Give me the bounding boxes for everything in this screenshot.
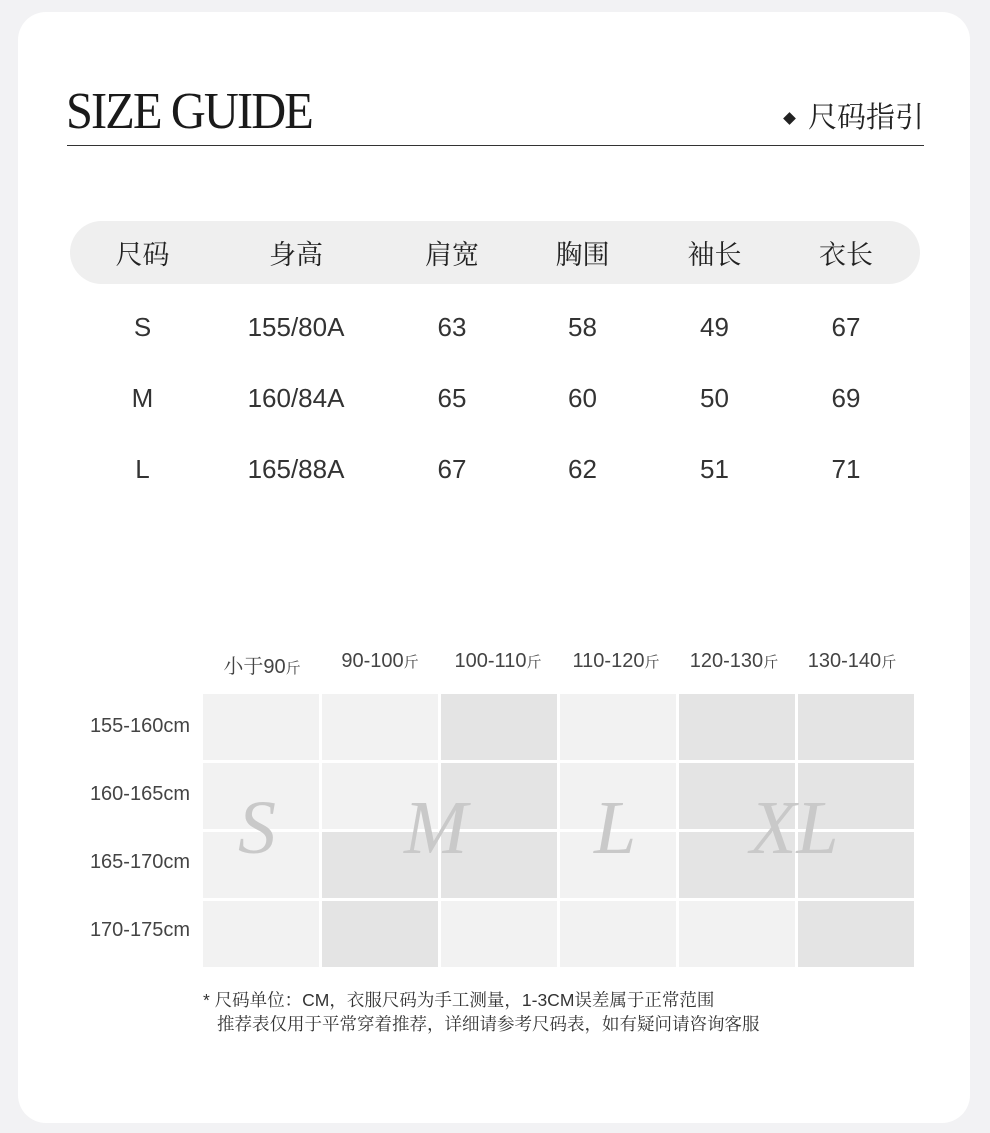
grid-cell [441,901,557,967]
page-subtitle [785,98,924,138]
size-label-s: S [238,786,276,870]
size-note [203,988,760,1036]
weight-unit: 斤 [881,654,897,671]
size-label-xl: XL [750,786,839,870]
table-cell: 67 [437,454,467,484]
table-cell: 69 [831,383,861,413]
table-cell: 62 [568,454,597,484]
weight-header-row [203,650,915,679]
weight-unit: 斤 [526,654,542,671]
table-cell: 67 [831,312,861,342]
size-label-m: M [404,786,468,870]
table-cell: 71 [831,454,861,484]
table-cell: 165/88A [247,454,345,484]
grid-cell [203,694,319,760]
weight-header [203,650,321,679]
title-divider [67,145,924,146]
table-cell: 160/84A [247,383,345,413]
header-cell: 肩宽 [425,240,479,270]
grid-cell [679,901,795,967]
weight-unit: 斤 [763,654,779,671]
grid-cell [203,901,319,967]
size-table [70,221,920,505]
table-row [70,363,920,434]
table-row [70,434,920,505]
weight-header [321,650,439,679]
weight-range: 110-120 [572,650,645,672]
weight-range: 90-100 [341,650,404,672]
table-cell: 155/80A [247,312,345,342]
weight-range: 小于90 [223,656,286,678]
table-cell: 58 [568,312,597,342]
header-cell: 衣长 [819,240,873,270]
weight-header [557,650,675,679]
grid-cell [560,694,676,760]
grid-cell [322,694,438,760]
size-table-header [70,221,920,284]
header-cell: 胸围 [555,240,610,270]
weight-range: 120-130 [689,650,764,672]
weight-header [793,650,911,679]
header-cell: 身高 [269,240,323,270]
grid-cell [560,901,676,967]
table-cell: 50 [700,383,729,413]
weight-range: 100-110 [454,650,527,672]
weight-unit: 斤 [403,654,419,671]
height-label: 170-175cm [89,919,190,941]
grid-cell [679,694,795,760]
table-row [70,292,920,363]
weight-range: 130-140 [807,650,882,672]
weight-header [439,650,557,679]
header-cell: 尺码 [115,240,170,270]
subtitle-text: 尺码指引 [807,102,924,134]
diamond-icon [783,112,796,125]
grid-cell [441,694,557,760]
table-cell: 60 [568,383,597,413]
weight-header [675,650,793,679]
height-label: 165-170cm [89,851,190,873]
height-label: 160-165cm [89,783,190,805]
grid-cell [798,901,914,967]
header-cell: 袖长 [687,240,742,270]
weight-unit: 斤 [285,660,301,677]
height-labels [70,694,190,966]
table-cell: 65 [437,383,467,413]
weight-unit: 斤 [644,654,660,671]
table-cell: 63 [437,312,467,342]
table-cell: M [131,383,154,413]
note-line-1: * 尺码单位：CM，衣服尺码为手工测量，1-3CM误差属于正常范围 [203,990,715,1010]
size-table-body [70,292,920,505]
table-cell: L [135,454,150,484]
grid-cell [798,694,914,760]
page-title: SIZE GUIDE [66,83,312,140]
size-label-l: L [594,786,637,870]
table-cell: S [133,312,152,342]
table-cell: 51 [700,454,729,484]
grid-cell [322,901,438,967]
note-line-2: 推荐表仅用于平常穿着推荐，详细请参考尺码表，如有疑问请咨询客服 [217,1014,760,1034]
height-label: 155-160cm [89,715,190,737]
table-cell: 49 [700,312,729,342]
